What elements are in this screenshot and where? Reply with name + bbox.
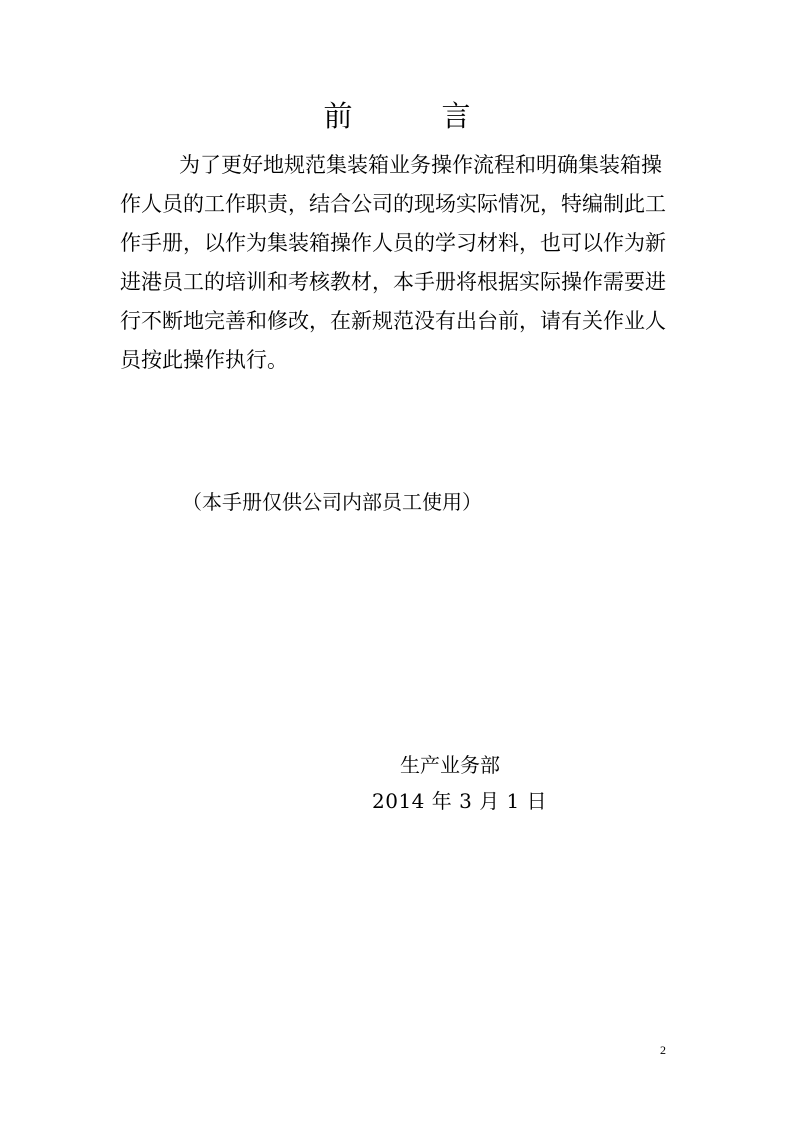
preface-line: 为了更好地规范集装箱业务操作流程和明确集装箱操	[179, 153, 662, 177]
page-title: 前 言	[323, 99, 501, 133]
preface-paragraph	[120, 146, 690, 380]
preface-line: 员按此操作执行。	[120, 348, 288, 372]
preface-line: 作手册，以作为集装箱操作人员的学习材料，也可以作为新	[120, 231, 666, 255]
internal-use-note: （本手册仅供公司内部员工使用）	[182, 490, 482, 514]
document-date: 2014 年 3 月 1 日	[372, 789, 548, 813]
page-number: 2	[660, 1043, 666, 1057]
preface-line: 作人员的工作职责，结合公司的现场实际情况，特编制此工	[120, 192, 666, 216]
preface-line: 进港员工的培训和考核教材，本手册将根据实际操作需要进	[120, 270, 666, 294]
department-signature: 生产业务部	[400, 753, 500, 777]
preface-line: 行不断地完善和修改，在新规范没有出台前，请有关作业人	[120, 309, 666, 333]
